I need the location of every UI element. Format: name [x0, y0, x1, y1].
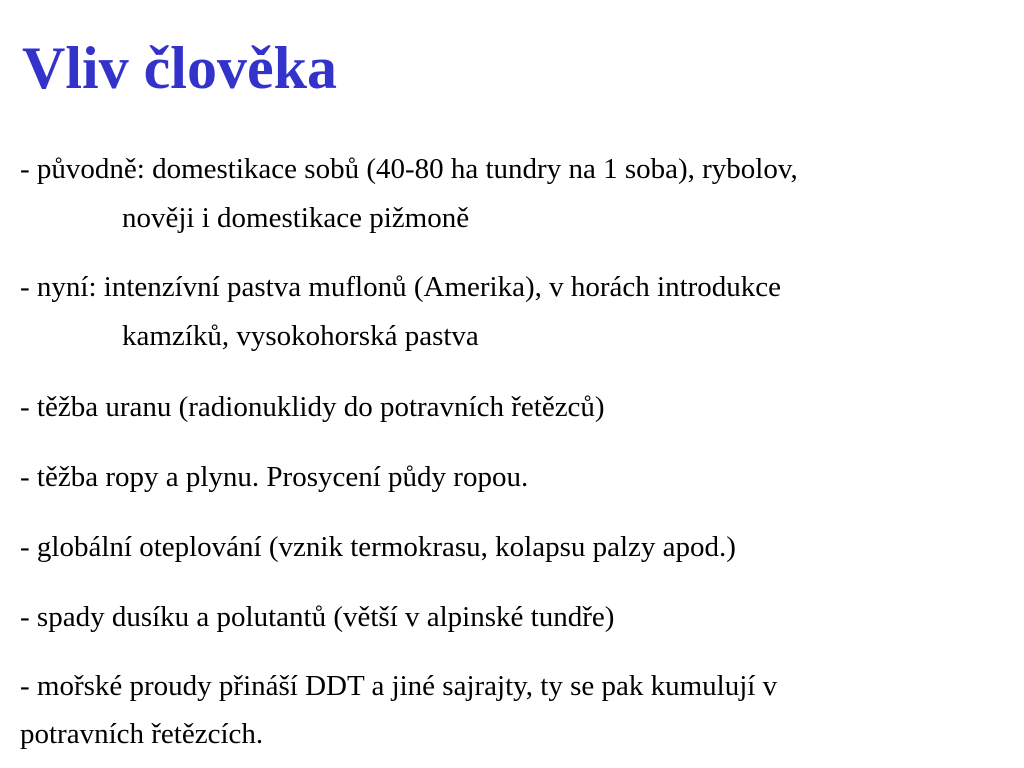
bullet-1-line-2: nověji i domestikace pižmoně: [122, 202, 470, 234]
bullet-7-line-1: - mořské proudy přináší DDT a jiné sajrajty, ty se pak kumulují v: [20, 670, 778, 702]
bullet-3: - těžba uranu (radionuklidy do potravních řetězců): [20, 391, 605, 423]
bullet-7-line-2: potravních řetězcích.: [20, 718, 264, 750]
bullet-2-line-2: kamzíků, vysokohorská pastva: [122, 320, 479, 352]
bullet-4: - těžba ropy a plynu. Prosycení půdy ropou.: [20, 461, 529, 493]
slide-title: Vliv člověka: [22, 35, 337, 101]
bullet-6: - spady dusíku a polutantů (větší v alpinské tundře): [20, 601, 615, 633]
bullet-2-line-1: - nyní: intenzívní pastva muflonů (Amerika), v horách introdukce: [20, 271, 782, 303]
bullet-5: - globální oteplování (vznik termokrasu, kolapsu palzy apod.): [20, 531, 736, 563]
bullet-1-line-1: - původně: domestikace sobů (40-80 ha tundry na 1 soba), rybolov,: [20, 153, 798, 185]
